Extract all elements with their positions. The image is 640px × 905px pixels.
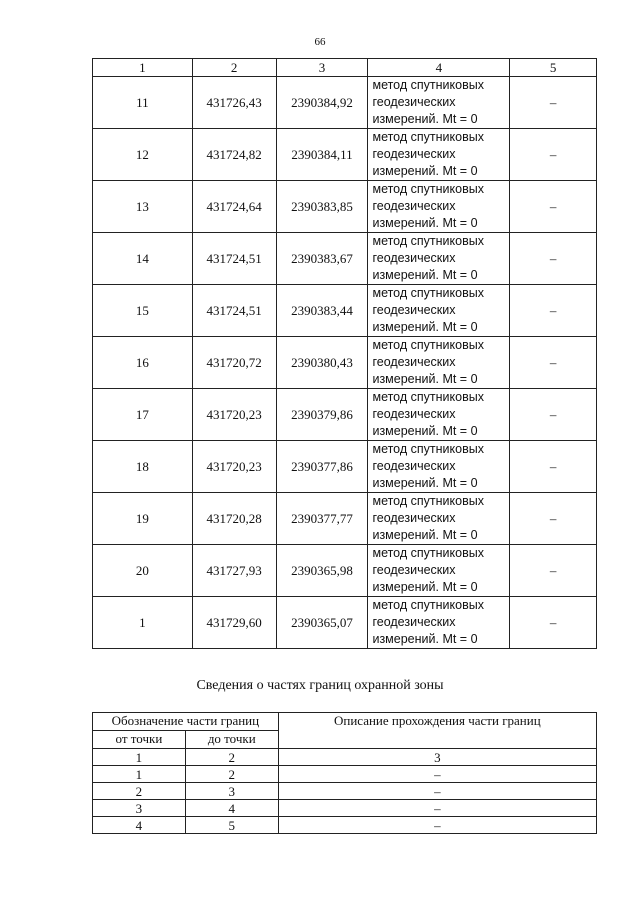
point-number-cell: 1 xyxy=(93,597,193,649)
point-number-cell: 18 xyxy=(93,441,193,493)
method-cell xyxy=(368,285,510,337)
method-line: метод спутниковых xyxy=(372,286,484,300)
x-coordinate-cell: 431724,51 xyxy=(192,233,276,285)
method-line: метод спутниковых xyxy=(372,234,484,248)
point-number-cell: 14 xyxy=(93,233,193,285)
method-line: геодезических xyxy=(372,459,456,473)
method-line: геодезических xyxy=(372,199,456,213)
from-point-cell: 1 xyxy=(93,766,186,783)
parts-header-row xyxy=(93,713,597,731)
y-coordinate-cell: 2390384,92 xyxy=(276,77,368,129)
table-row xyxy=(93,337,597,389)
method-line: метод спутниковых xyxy=(372,390,484,404)
coordinates-header-row xyxy=(93,59,597,77)
note-cell: – xyxy=(510,597,597,649)
method-line: геодезических xyxy=(372,511,456,525)
method-line: измерений. Mt = 0 xyxy=(372,528,478,542)
y-coordinate-cell: 2390365,07 xyxy=(276,597,368,649)
x-coordinate-cell: 431729,60 xyxy=(192,597,276,649)
to-point-cell: 2 xyxy=(185,766,278,783)
coordinates-table xyxy=(92,58,597,649)
from-point-cell: 3 xyxy=(93,800,186,817)
x-coordinate-cell: 431724,64 xyxy=(192,181,276,233)
table-row xyxy=(93,597,597,649)
x-coordinate-cell: 431720,28 xyxy=(192,493,276,545)
point-number-cell: 13 xyxy=(93,181,193,233)
point-number-cell: 17 xyxy=(93,389,193,441)
method-line: метод спутниковых xyxy=(372,338,484,352)
method-line: измерений. Mt = 0 xyxy=(372,424,478,438)
x-coordinate-cell: 431720,72 xyxy=(192,337,276,389)
method-cell xyxy=(368,129,510,181)
column-header-2: 2 xyxy=(192,59,276,77)
parts-column-number: 2 xyxy=(185,749,278,766)
from-point-cell: 2 xyxy=(93,783,186,800)
method-line: метод спутниковых xyxy=(372,494,484,508)
note-cell: – xyxy=(510,337,597,389)
parts-column-number: 1 xyxy=(93,749,186,766)
note-cell: – xyxy=(510,181,597,233)
from-point-cell: 4 xyxy=(93,817,186,834)
method-line: геодезических xyxy=(372,355,456,369)
method-line: измерений. Mt = 0 xyxy=(372,216,478,230)
description-cell: – xyxy=(278,800,596,817)
parts-header-from: от точки xyxy=(93,731,186,749)
column-header-5: 5 xyxy=(510,59,597,77)
note-cell: – xyxy=(510,493,597,545)
method-line: метод спутниковых xyxy=(372,442,484,456)
table-row xyxy=(93,181,597,233)
page-number: 66 xyxy=(314,36,326,48)
method-line: геодезических xyxy=(372,147,456,161)
table-row xyxy=(93,129,597,181)
note-cell: – xyxy=(510,545,597,597)
method-line: измерений. Mt = 0 xyxy=(372,268,478,282)
x-coordinate-cell: 431724,82 xyxy=(192,129,276,181)
method-cell xyxy=(368,493,510,545)
x-coordinate-cell: 431724,51 xyxy=(192,285,276,337)
y-coordinate-cell: 2390379,86 xyxy=(276,389,368,441)
y-coordinate-cell: 2390383,44 xyxy=(276,285,368,337)
method-line: геодезических xyxy=(372,615,456,629)
method-cell xyxy=(368,337,510,389)
boundary-parts-table xyxy=(92,712,597,834)
note-cell: – xyxy=(510,129,597,181)
to-point-cell: 4 xyxy=(185,800,278,817)
method-line: геодезических xyxy=(372,303,456,317)
y-coordinate-cell: 2390365,98 xyxy=(276,545,368,597)
point-number-cell: 11 xyxy=(93,77,193,129)
parts-header-group: Обозначение части границ xyxy=(93,713,279,731)
point-number-cell: 20 xyxy=(93,545,193,597)
y-coordinate-cell: 2390383,67 xyxy=(276,233,368,285)
method-cell xyxy=(368,441,510,493)
method-line: измерений. Mt = 0 xyxy=(372,112,478,126)
column-header-3: 3 xyxy=(276,59,368,77)
x-coordinate-cell: 431720,23 xyxy=(192,441,276,493)
table-row xyxy=(93,766,597,783)
note-cell: – xyxy=(510,441,597,493)
note-cell: – xyxy=(510,285,597,337)
parts-header-description: Описание прохождения части границ xyxy=(278,713,596,749)
table-row xyxy=(93,77,597,129)
y-coordinate-cell: 2390383,85 xyxy=(276,181,368,233)
description-cell: – xyxy=(278,783,596,800)
method-cell xyxy=(368,545,510,597)
method-line: измерений. Mt = 0 xyxy=(372,632,478,646)
table-row xyxy=(93,545,597,597)
point-number-cell: 19 xyxy=(93,493,193,545)
method-cell xyxy=(368,181,510,233)
column-header-4: 4 xyxy=(368,59,510,77)
method-line: геодезических xyxy=(372,563,456,577)
column-header-1: 1 xyxy=(93,59,193,77)
table-row xyxy=(93,389,597,441)
parts-column-number-row xyxy=(93,749,597,766)
parts-column-number: 3 xyxy=(278,749,596,766)
method-line: геодезических xyxy=(372,407,456,421)
y-coordinate-cell: 2390377,86 xyxy=(276,441,368,493)
point-number-cell: 12 xyxy=(93,129,193,181)
x-coordinate-cell: 431727,93 xyxy=(192,545,276,597)
method-cell xyxy=(368,233,510,285)
method-line: метод спутниковых xyxy=(372,546,484,560)
method-line: геодезических xyxy=(372,95,456,109)
parts-header-to: до точки xyxy=(185,731,278,749)
method-line: геодезических xyxy=(372,251,456,265)
method-cell xyxy=(368,597,510,649)
table-row xyxy=(93,800,597,817)
note-cell: – xyxy=(510,389,597,441)
method-line: измерений. Mt = 0 xyxy=(372,164,478,178)
x-coordinate-cell: 431720,23 xyxy=(192,389,276,441)
method-cell xyxy=(368,77,510,129)
method-line: метод спутниковых xyxy=(372,78,484,92)
y-coordinate-cell: 2390380,43 xyxy=(276,337,368,389)
to-point-cell: 3 xyxy=(185,783,278,800)
table-row xyxy=(93,783,597,800)
method-line: метод спутниковых xyxy=(372,182,484,196)
method-line: метод спутниковых xyxy=(372,598,484,612)
method-line: метод спутниковых xyxy=(372,130,484,144)
method-line: измерений. Mt = 0 xyxy=(372,580,478,594)
note-cell: – xyxy=(510,77,597,129)
table-row xyxy=(93,233,597,285)
section-title: Сведения о частях границ охранной зоны xyxy=(196,678,444,693)
method-line: измерений. Mt = 0 xyxy=(372,320,478,334)
method-line: измерений. Mt = 0 xyxy=(372,372,478,386)
y-coordinate-cell: 2390377,77 xyxy=(276,493,368,545)
x-coordinate-cell: 431726,43 xyxy=(192,77,276,129)
point-number-cell: 16 xyxy=(93,337,193,389)
table-row xyxy=(93,285,597,337)
table-row xyxy=(93,817,597,834)
table-row xyxy=(93,493,597,545)
y-coordinate-cell: 2390384,11 xyxy=(276,129,368,181)
to-point-cell: 5 xyxy=(185,817,278,834)
method-line: измерений. Mt = 0 xyxy=(372,476,478,490)
description-cell: – xyxy=(278,817,596,834)
method-cell xyxy=(368,389,510,441)
point-number-cell: 15 xyxy=(93,285,193,337)
table-row xyxy=(93,441,597,493)
note-cell: – xyxy=(510,233,597,285)
description-cell: – xyxy=(278,766,596,783)
